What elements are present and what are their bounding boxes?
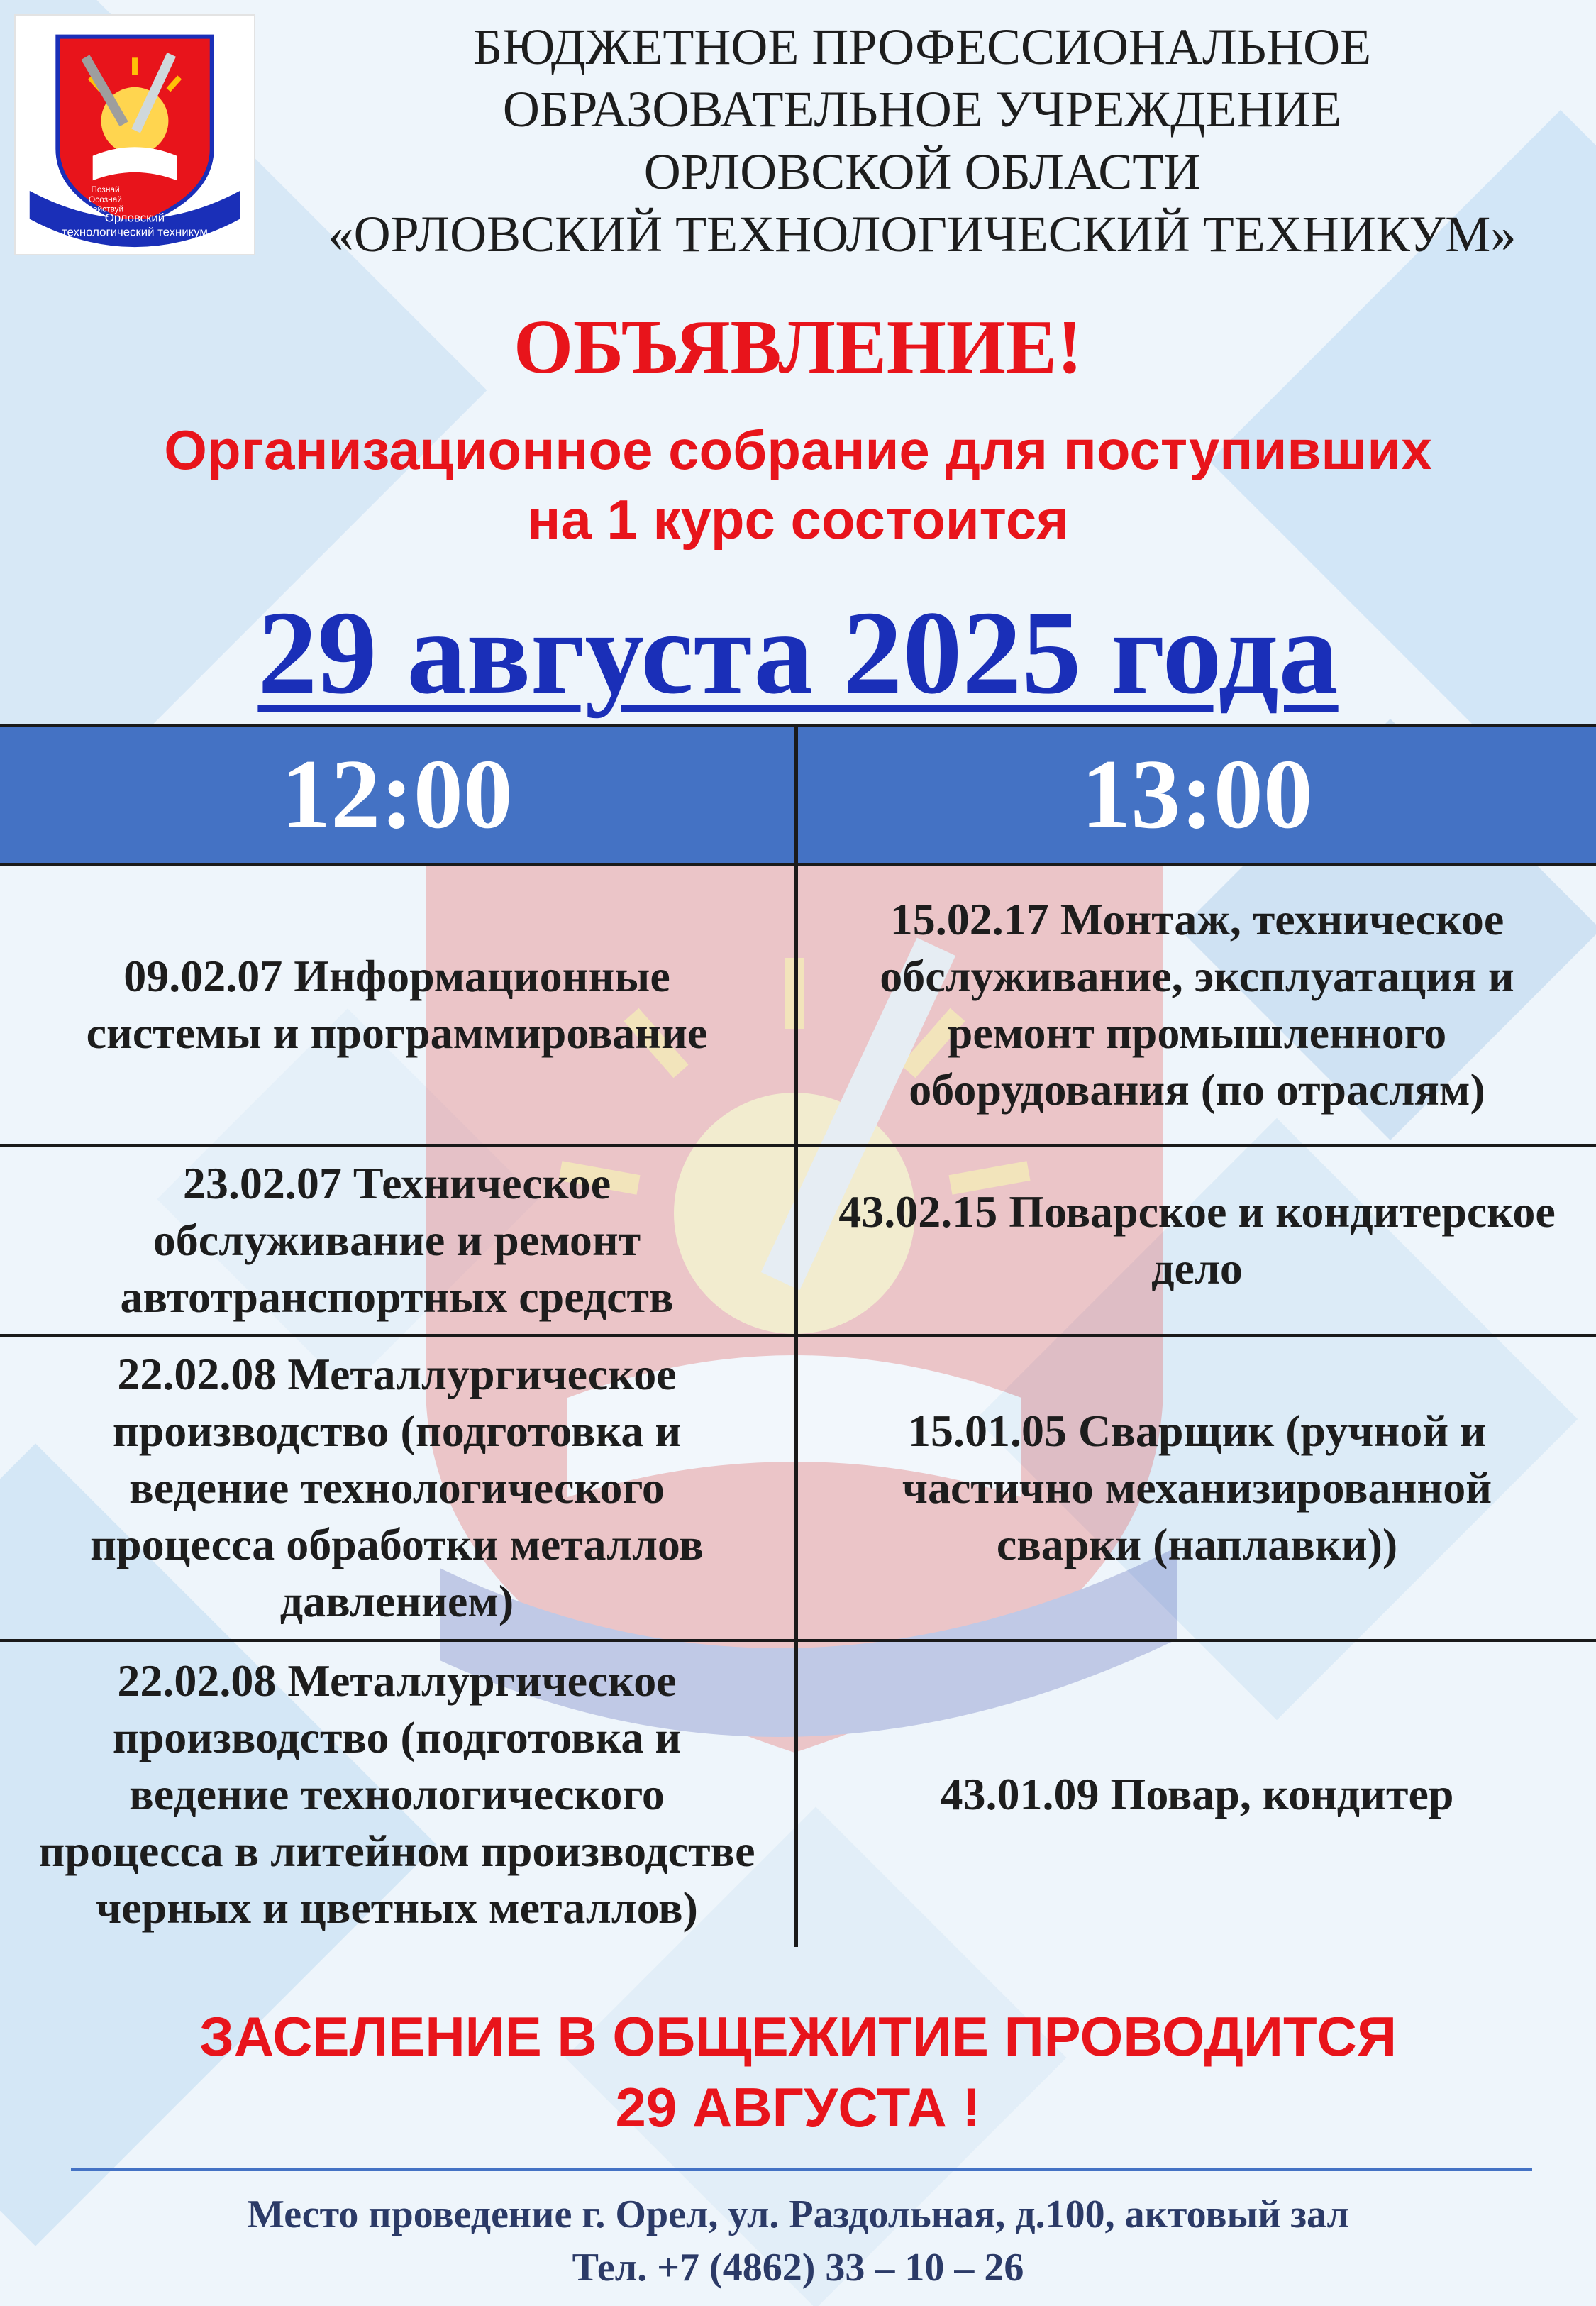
svg-text:Познай: Познай: [91, 184, 120, 195]
table-row: [0, 1147, 1596, 1337]
specialty-cell: 22.02.08 Металлургическое производство (подготовка и ведение технологического процесса в литейном производстве черных и цветных металлов): [0, 1642, 798, 1947]
svg-text:Орловский: Орловский: [104, 211, 165, 225]
specialty-cell: 22.02.08 Металлургическое производство (подготовка и ведение технологического процесса обработки металлов давлением): [0, 1337, 798, 1639]
time-column-header: 13:00: [1081, 739, 1313, 849]
institution-name: БЮДЖЕТНОЕ ПРОФЕССИОНАЛЬНОЕ ОБРАЗОВАТЕЛЬНОЕ УЧРЕЖДЕНИЕ ОРЛОВСКОЙ ОБЛАСТИ «ОРЛОВСКИЙ ТЕХНОЛОГИЧЕСКИЙ ТЕХНИКУМ»: [328, 18, 1517, 263]
motto-text: [87, 184, 123, 214]
specialty-cell: 15.01.05 Сварщик (ручной и частично механизированной сварки (наплавки)): [902, 1406, 1492, 1569]
specialty-cell: 23.02.07 Техническое обслуживание и ремонт автотранспортных средств: [0, 1147, 798, 1334]
announcement-title: ОБЪЯВЛЕНИЕ!: [514, 305, 1082, 390]
specialty-cell: 15.02.17 Монтаж, техническое обслуживание, эксплуатация и ремонт промышленного оборудования (по отраслям): [880, 894, 1514, 1115]
venue-address: Место проведение г. Орел, ул. Раздольная, д.100, актовый зал: [247, 2192, 1349, 2236]
svg-text:Действуй: Действуй: [87, 204, 124, 214]
table-row: [0, 1642, 1596, 1947]
table-row: [0, 866, 1596, 1147]
specialty-cell: 43.02.15 Поварское и кондитерское дело: [838, 1186, 1556, 1293]
meeting-date: 29 августа 2025 года: [257, 587, 1339, 719]
table-row: [0, 1337, 1596, 1642]
meeting-subtitle: Организационное собрание для поступивших на 1 курс состоится: [164, 419, 1432, 551]
college-logo: [14, 14, 255, 255]
footer-divider: [71, 2168, 1532, 2171]
svg-text:технологический техникум: технологический техникум: [62, 225, 208, 239]
svg-text:Осознай: Осознай: [89, 194, 122, 204]
specialty-cell: 43.01.09 Повар, кондитер: [940, 1769, 1454, 1819]
dormitory-notice: ЗАСЕЛЕНИЕ В ОБЩЕЖИТИЕ ПРОВОДИТСЯ 29 АВГУСТА !: [199, 2005, 1397, 2139]
time-column-header: 12:00: [0, 727, 798, 863]
schedule-header-row: [0, 724, 1596, 866]
specialty-cell: 09.02.07 Информационные системы и программирование: [0, 866, 798, 1144]
schedule-table: [0, 724, 1596, 1947]
contact-phone: Тел. +7 (4862) 33 – 10 – 26: [572, 2246, 1024, 2290]
